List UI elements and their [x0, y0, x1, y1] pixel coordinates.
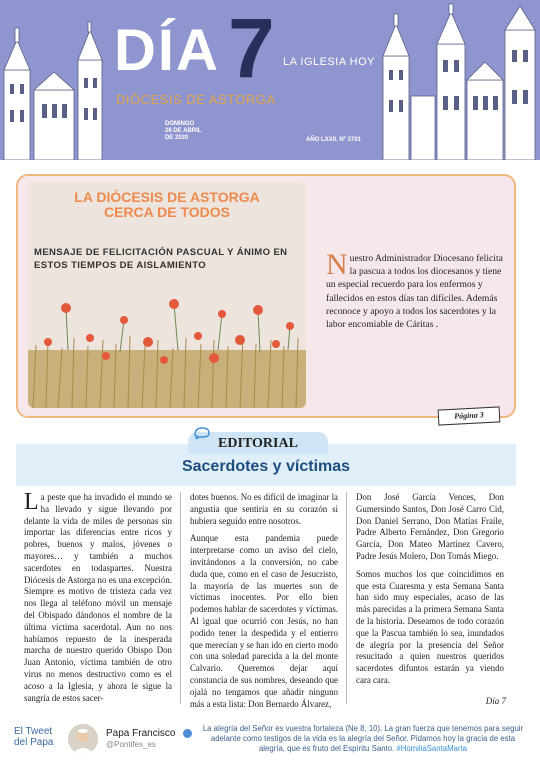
column-divider — [346, 492, 347, 704]
page-reference-tag: Página 3 — [438, 406, 501, 425]
masthead-header — [0, 0, 540, 160]
editorial-body — [16, 486, 516, 714]
brand-dia-text: DÍA — [114, 18, 220, 83]
feature-photo — [28, 182, 306, 408]
column-divider — [180, 492, 181, 704]
date-day: DOMINGO — [165, 121, 195, 127]
tweet-hashtag-link[interactable]: #HomiliaSantaMarta — [396, 744, 468, 753]
tweet-text — [198, 724, 528, 754]
editorial-dropcap: L — [24, 489, 39, 515]
editorial-col2-paragraph-1: dotes buenos. No es difícil de imaginar la angustia que sentiría en su corazón si hubiera seguido entre nosotros. — [190, 492, 338, 526]
feature-title — [28, 190, 306, 220]
feature-dropcap: N — [326, 248, 348, 281]
editorial-col1-text: a peste que ha invadido el mundo se ha llevado y sigue llevando por delante la vida de miles de personas sin importar las diferencias entre ricos y pobres, buenos y malos, jóvenes o mayores… y también a muchos sacerdotes en todaspartes. Nuestra Diócesis de Astorga no es una excepción. Siempre es motivo de tristeza cada vez nos llega al teléfono móvil un mensaje del Obispado dándonos el nombre de la última víctima sacerdotal. Aun no nos habíamos repuesto de la inesperada marcha de nuestro querido Obispo Don Juan Antonio, víctima también de otro virus no menos destructivo como es el acoso a la Iglesia, y ahora le sigue la sangría de estos sacer- — [24, 492, 172, 703]
tweet-author-name[interactable]: Papa Francisco — [106, 728, 176, 739]
cathedral-skyline-left-illustration — [0, 0, 110, 160]
tweet-label-line2: del Papa — [14, 737, 54, 748]
date-year: DE 2020 — [165, 135, 189, 141]
feature-body-text — [326, 248, 506, 331]
editorial-col3-paragraph-1: Don José García Vences, Don Gumersindo Santos, Don José Carro Cid, Don Daniel Serrano, Don Matías Fraile, Padre Alberto Fernández, Don Gregorio García, Don Mateo Martínez Cavero, Padre Jesús Molero, Don Tomás Miego. — [356, 492, 504, 561]
editorial-label: EDITORIAL — [218, 436, 298, 451]
poppy-field-image — [28, 290, 306, 408]
editorial-col2-paragraph-2: Aunque esta pandemia puede interpretarse como un aviso del cielo, invitándonos a la conversión, no cabe duda que, como en el caso de Jesucristo, la mayoría de las muertes son de víctimas inocentes. Por ello bien podemos hablar de sacerdotes y víctimas. Al igual que ocurrió con Jesús, no han podido tener la despedida y el entierro que merecían y se han ido en cierto modo con una soledad parecida a la del monte Calvario. Queremos dejar aquí constancia de sus nombres, deseando que ojalá no tengamos que añadir ninguno más a esta lista: Don Bernardo Álvarez, — [190, 533, 338, 709]
feature-subtitle — [34, 246, 304, 272]
verified-badge-icon — [183, 729, 192, 738]
editorial-paragraph — [24, 489, 172, 704]
brand-number-text: 7 — [228, 1, 275, 95]
cathedral-skyline-right-illustration — [375, 0, 540, 160]
avatar[interactable] — [68, 724, 98, 754]
date-day-month: 26 DE ABRIL — [165, 128, 202, 134]
feature-subtitle-line1: MENSAJE DE FELICITACIÓN PASCUAL Y ÁNIMO EN — [34, 247, 288, 258]
brand-tagline: LA IGLESIA HOY — [283, 56, 375, 68]
tweet-section-label — [14, 726, 53, 748]
tweet-bar — [0, 716, 540, 768]
editorial-signature: Día 7 — [485, 696, 506, 706]
tweet-label-line1: El Tweet — [14, 726, 53, 737]
pope-avatar-icon — [68, 724, 98, 754]
tweet-body: La alegría del Señor es vuestra fortaleza (Ne 8, 10). La gran fuerza que tenemos para seguir adelante como testigos de la vida es la alegría del Señor. Pidamos hoy la gracia de esta alegría, que es fruto del Espíritu Santo. — [202, 724, 524, 753]
feature-card — [16, 174, 516, 421]
feature-title-line2: CERCA DE TODOS — [103, 204, 230, 220]
editorial-column-1 — [24, 489, 172, 710]
publication-date — [165, 121, 201, 142]
feature-subtitle-line2: ESTOS TIEMPOS DE AISLAMIENTO — [34, 260, 207, 271]
issue-number: AÑO LXXII. Nº 3701 — [306, 137, 361, 143]
tweet-author-handle[interactable]: @Pontifex_es — [106, 740, 156, 749]
editorial-title: Sacerdotes y víctimas — [181, 458, 351, 475]
editorial-column-2 — [190, 492, 338, 716]
editorial-column-3 — [356, 492, 504, 693]
diocese-name: DIÓCESIS DE ASTORGA — [116, 92, 276, 107]
editorial-col3-paragraph-2: Somos muchos los que coincidimos en que esta Cuaresma y esta Semana Santa han sido muy especiales, acaso de las más parecidas a la primera Semana Santa de la historia. Deseamos de todo corazón que la Pascua también lo sea, inundados de alegría por la presencia del Señor resucitado a quien nuestros queridos sacerdotes difuntos estarán ya viendo cara cara. — [356, 568, 504, 685]
feature-body: uestro Administrador Diocesano felicita la pascua a todos los diocesanos y tiene un especial recuerdo para los enfermos y fallecidos en estos días tan difíciles. Además reconoce y apoyo a todos los sacerdotes y la labor encomiable de Cáritas . — [326, 253, 503, 331]
feature-title-line1: LA DIÓCESIS DE ASTORGA — [74, 189, 260, 205]
